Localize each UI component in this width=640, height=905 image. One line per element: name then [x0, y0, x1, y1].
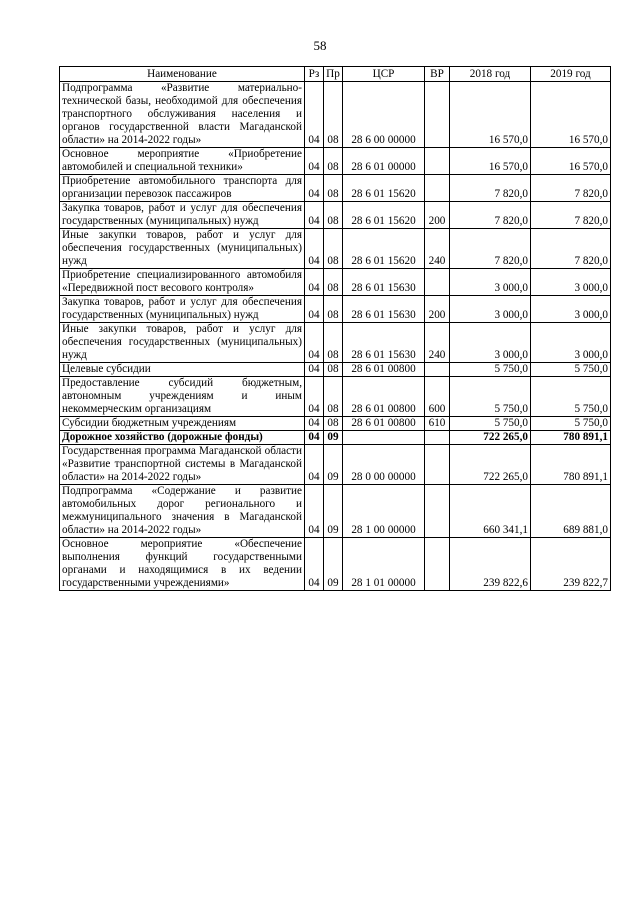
cell-vr	[425, 445, 450, 485]
cell-y2019: 7 820,0	[531, 202, 611, 229]
cell-y2018: 16 570,0	[450, 82, 531, 148]
cell-csr: 28 6 01 15620	[343, 229, 425, 269]
cell-name: Целевые субсидии	[60, 363, 305, 377]
cell-pr: 09	[324, 431, 343, 445]
cell-y2019: 7 820,0	[531, 175, 611, 202]
cell-vr: 610	[425, 417, 450, 431]
cell-name: Приобретение автомобильного транспорта для организации перевозок пассажиров	[60, 175, 305, 202]
cell-pr: 09	[324, 445, 343, 485]
cell-y2018: 5 750,0	[450, 417, 531, 431]
cell-y2019: 780 891,1	[531, 431, 611, 445]
cell-name: Субсидии бюджетным учреждениям	[60, 417, 305, 431]
cell-name: Предоставление субсидий бюджетным, автономным учреждениям и иным некоммерческим организациям	[60, 377, 305, 417]
cell-rz: 04	[305, 148, 324, 175]
budget-table	[59, 66, 611, 591]
cell-rz: 04	[305, 485, 324, 538]
table-row	[60, 377, 611, 417]
cell-pr: 08	[324, 82, 343, 148]
cell-vr	[425, 175, 450, 202]
table-row	[60, 82, 611, 148]
cell-vr: 600	[425, 377, 450, 417]
cell-vr	[425, 485, 450, 538]
cell-rz: 04	[305, 363, 324, 377]
cell-y2018: 7 820,0	[450, 202, 531, 229]
cell-pr: 08	[324, 269, 343, 296]
header-2019: 2019 год	[531, 67, 611, 82]
cell-rz: 04	[305, 377, 324, 417]
cell-vr	[425, 431, 450, 445]
cell-vr	[425, 538, 450, 591]
cell-rz: 04	[305, 445, 324, 485]
table-row	[60, 538, 611, 591]
cell-rz: 04	[305, 269, 324, 296]
cell-csr: 28 0 00 00000	[343, 445, 425, 485]
cell-pr: 08	[324, 323, 343, 363]
table-row	[60, 296, 611, 323]
cell-y2018: 16 570,0	[450, 148, 531, 175]
cell-y2019: 239 822,7	[531, 538, 611, 591]
cell-y2019: 7 820,0	[531, 229, 611, 269]
table-row	[60, 229, 611, 269]
cell-y2018: 7 820,0	[450, 229, 531, 269]
cell-pr: 08	[324, 296, 343, 323]
cell-y2018: 5 750,0	[450, 363, 531, 377]
table-header-row	[60, 67, 611, 82]
cell-csr: 28 1 01 00000	[343, 538, 425, 591]
cell-vr	[425, 82, 450, 148]
cell-y2019: 3 000,0	[531, 269, 611, 296]
cell-pr: 09	[324, 538, 343, 591]
cell-name: Закупка товаров, работ и услуг для обеспечения государственных (муниципальных) нужд	[60, 202, 305, 229]
page-number: 58	[313, 38, 327, 53]
cell-csr: 28 6 01 00000	[343, 148, 425, 175]
cell-name: Дорожное хозяйство (дорожные фонды)	[60, 431, 305, 445]
table-row	[60, 445, 611, 485]
header-csr: ЦСР	[343, 67, 425, 82]
cell-pr: 09	[324, 485, 343, 538]
header-vr: ВР	[425, 67, 450, 82]
cell-pr: 08	[324, 202, 343, 229]
cell-y2019: 5 750,0	[531, 363, 611, 377]
table-row	[60, 202, 611, 229]
cell-pr: 08	[324, 175, 343, 202]
cell-name: Приобретение специализированного автомобиля «Передвижной пост весового контроля»	[60, 269, 305, 296]
cell-csr: 28 6 01 15630	[343, 269, 425, 296]
cell-y2018: 7 820,0	[450, 175, 531, 202]
cell-vr: 240	[425, 323, 450, 363]
table-body	[60, 82, 611, 591]
header-pr: Пр	[324, 67, 343, 82]
table-row	[60, 323, 611, 363]
cell-name: Подпрограмма «Содержание и развитие автомобильных дорог регионального и межмуниципального значения в Магаданской области» на 2014-2022 годы»	[60, 485, 305, 538]
cell-name: Государственная программа Магаданской области «Развитие транспортной системы в Магаданской области» на 2014-2022 годы»	[60, 445, 305, 485]
header-2018: 2018 год	[450, 67, 531, 82]
table-row	[60, 431, 611, 445]
cell-y2019: 780 891,1	[531, 445, 611, 485]
cell-csr: 28 6 01 00800	[343, 377, 425, 417]
cell-y2019: 16 570,0	[531, 82, 611, 148]
cell-pr: 08	[324, 363, 343, 377]
cell-csr: 28 6 01 00800	[343, 363, 425, 377]
table-row	[60, 175, 611, 202]
cell-name: Иные закупки товаров, работ и услуг для обеспечения государственных (муниципальных) нужд	[60, 229, 305, 269]
cell-csr: 28 6 01 15630	[343, 296, 425, 323]
cell-name: Иные закупки товаров, работ и услуг для обеспечения государственных (муниципальных) нужд	[60, 323, 305, 363]
header-rz: Рз	[305, 67, 324, 82]
cell-y2018: 3 000,0	[450, 269, 531, 296]
cell-name: Закупка товаров, работ и услуг для обеспечения государственных (муниципальных) нужд	[60, 296, 305, 323]
cell-rz: 04	[305, 296, 324, 323]
cell-rz: 04	[305, 82, 324, 148]
cell-y2018: 722 265,0	[450, 431, 531, 445]
cell-csr	[343, 431, 425, 445]
cell-y2019: 5 750,0	[531, 417, 611, 431]
cell-csr: 28 1 00 00000	[343, 485, 425, 538]
cell-name: Подпрограмма «Развитие материально-технической базы, необходимой для обеспечения транспортного обслуживания населения и органов государственной власти Магаданской области» на 2014-2022 годы»	[60, 82, 305, 148]
cell-name: Основное мероприятие «Приобретение автомобилей и специальной техники»	[60, 148, 305, 175]
table-row	[60, 485, 611, 538]
cell-pr: 08	[324, 417, 343, 431]
cell-pr: 08	[324, 229, 343, 269]
cell-y2019: 5 750,0	[531, 377, 611, 417]
cell-csr: 28 6 00 00000	[343, 82, 425, 148]
table-row	[60, 363, 611, 377]
cell-y2019: 3 000,0	[531, 323, 611, 363]
cell-vr: 200	[425, 202, 450, 229]
cell-vr: 240	[425, 229, 450, 269]
cell-rz: 04	[305, 431, 324, 445]
cell-vr	[425, 269, 450, 296]
cell-csr: 28 6 01 15620	[343, 202, 425, 229]
header-name: Наименование	[60, 67, 305, 82]
cell-rz: 04	[305, 538, 324, 591]
cell-y2018: 660 341,1	[450, 485, 531, 538]
cell-y2019: 16 570,0	[531, 148, 611, 175]
cell-vr: 200	[425, 296, 450, 323]
cell-rz: 04	[305, 229, 324, 269]
cell-y2018: 3 000,0	[450, 296, 531, 323]
cell-pr: 08	[324, 148, 343, 175]
cell-csr: 28 6 01 00800	[343, 417, 425, 431]
table-row	[60, 148, 611, 175]
table-row	[60, 269, 611, 296]
cell-y2018: 3 000,0	[450, 323, 531, 363]
cell-y2019: 3 000,0	[531, 296, 611, 323]
cell-y2018: 239 822,6	[450, 538, 531, 591]
cell-vr	[425, 363, 450, 377]
table-row	[60, 417, 611, 431]
cell-y2018: 5 750,0	[450, 377, 531, 417]
cell-y2018: 722 265,0	[450, 445, 531, 485]
cell-rz: 04	[305, 323, 324, 363]
cell-name: Основное мероприятие «Обеспечение выполнения функций государственными органами и находящимися в их ведении государственными учреждениями»	[60, 538, 305, 591]
cell-rz: 04	[305, 202, 324, 229]
cell-y2019: 689 881,0	[531, 485, 611, 538]
cell-pr: 08	[324, 377, 343, 417]
cell-rz: 04	[305, 175, 324, 202]
cell-csr: 28 6 01 15630	[343, 323, 425, 363]
cell-csr: 28 6 01 15620	[343, 175, 425, 202]
cell-vr	[425, 148, 450, 175]
cell-rz: 04	[305, 417, 324, 431]
